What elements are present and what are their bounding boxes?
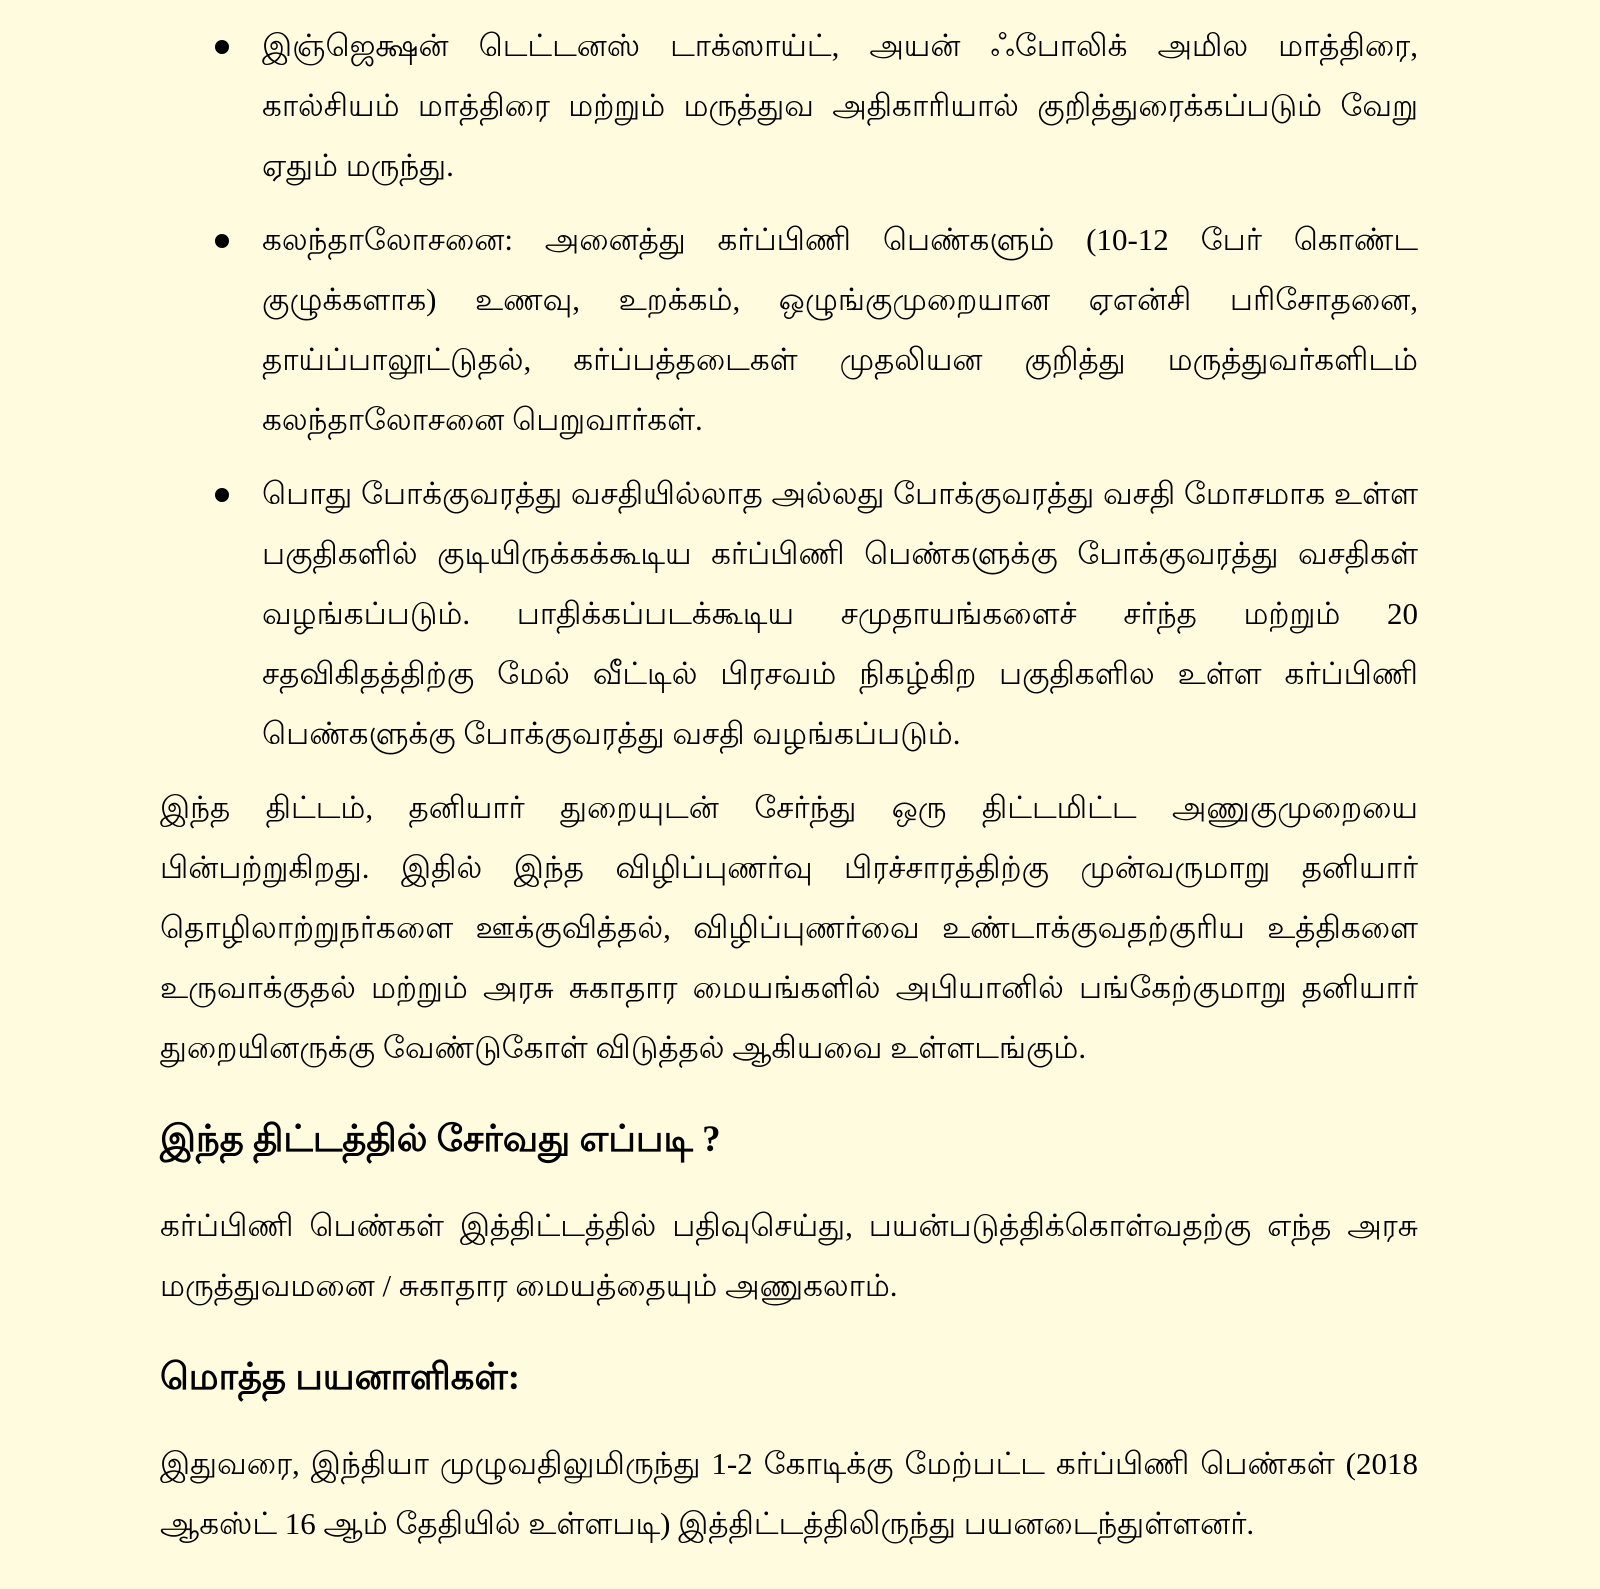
bullet-item-text: இஞ்ஜெக்ஷன் டெட்டனஸ் டாக்ஸாய்ட், அயன் ஃபோலிக் அமில மாத்திரை, கால்சியம் மாத்திரை மற்றும் மருத்துவ அதிகாரியால் குறித்துரைக்கப்படும் வேறு ஏதும் மருந்து. xyxy=(262,28,1418,183)
paragraph-total-beneficiaries: இதுவரை, இந்தியா முழுவதிலுமிருந்து 1-2 கோடிக்கு மேற்பட்ட கர்ப்பிணி பெண்கள் (2018 ஆகஸ்ட் 16 ஆம் தேதியில் உள்ளபடி) இத்திட்டத்திலிருந்து பயனடைந்துள்ளனர். xyxy=(160,1446,1418,1541)
bullet-item-medicines xyxy=(160,16,1418,196)
heading-total-beneficiaries: மொத்த பயனாளிகள்: xyxy=(160,1357,521,1398)
bullet-list xyxy=(160,16,1418,764)
bullet-icon xyxy=(215,40,229,54)
bullet-item-text: பொது போக்குவரத்து வசதியில்லாத அல்லது போக்குவரத்து வசதி மோசமாக உள்ள பகுதிகளில் குடியிருக்கக்கூடிய கர்ப்பிணி பெண்களுக்கு போக்குவரத்து வசதிகள் வழங்கப்படும். பாதிக்கப்படக்கூடிய சமுதாயங்களைச் சர்ந்த மற்றும் 20 சதவிகிதத்திற்கு மேல் வீட்டில் பிரசவம் நிகழ்கிற பகுதிகளில உள்ள கர்ப்பிணி பெண்களுக்கு போக்குவரத்து வசதி வழங்கப்படும். xyxy=(262,476,1418,751)
paragraph-how-to-join: கர்ப்பிணி பெண்கள் இத்திட்டத்தில் பதிவுசெய்து, பயன்படுத்திக்கொள்வதற்கு எந்த அரசு மருத்துவமனை / சுகாதார மையத்தையும் அணுகலாம். xyxy=(160,1208,1418,1303)
heading-how-to-join: இந்த திட்டத்தில் சேர்வது எப்படி ? xyxy=(160,1119,721,1160)
bullet-item-transport xyxy=(160,464,1418,764)
bullet-item-counselling xyxy=(160,210,1418,450)
paragraph-private-sector-approach: இந்த திட்டம், தனியார் துறையுடன் சேர்ந்து ஒரு திட்டமிட்ட அணுகுமுறையை பின்பற்றுகிறது. இதில் இந்த விழிப்புணர்வு பிரச்சாரத்திற்கு முன்வருமாறு தனியார் தொழிலாற்றுநர்களை ஊக்குவித்தல், விழிப்புணர்வை உண்டாக்குவதற்குரிய உத்திகளை உருவாக்குதல் மற்றும் அரசு சுகாதார மையங்களில் அபியானில் பங்கேற்குமாறு தனியார் துறையினருக்கு வேண்டுகோள் விடுத்தல் ஆகியவை உள்ளடங்கும். xyxy=(160,790,1418,1065)
bullet-icon xyxy=(215,488,229,502)
bullet-item-text: கலந்தாலோசனை: அனைத்து கர்ப்பிணி பெண்களும் (10-12 பேர் கொண்ட குழுக்களாக) உணவு, உறக்கம், ஒழுங்குமுறையான ஏஎன்சி பரிசோதனை, தாய்ப்பாலூட்டுதல், கர்ப்பத்தடைகள் முதலியன குறித்து மருத்துவர்களிடம் கலந்தாலோசனை பெறுவார்கள். xyxy=(262,222,1418,437)
bullet-icon xyxy=(215,234,229,248)
